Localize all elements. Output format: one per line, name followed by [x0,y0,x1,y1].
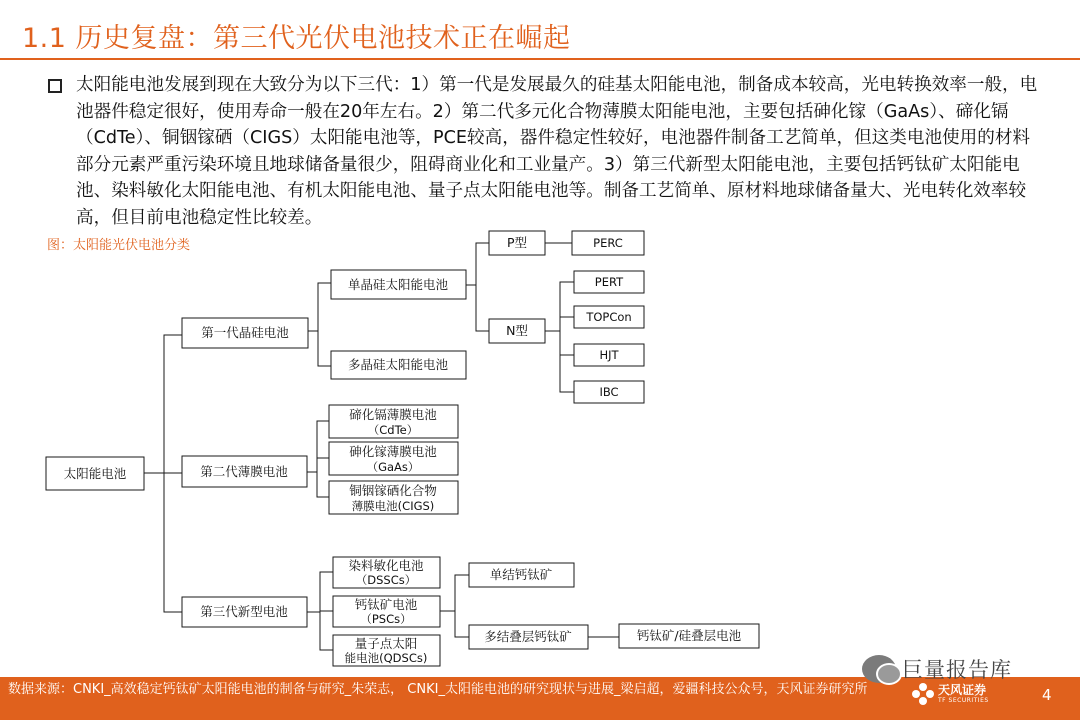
svg-text:第二代薄膜电池: 第二代薄膜电池 [200,464,288,479]
svg-text:能电池(QDSCs): 能电池(QDSCs) [344,651,428,665]
node-poly-si [331,351,466,379]
svg-text:单晶硅太阳能电池: 单晶硅太阳能电池 [347,277,449,292]
wechat-icon [862,655,896,683]
svg-text:钙钛矿/硅叠层电池: 钙钛矿/硅叠层电池 [636,628,742,643]
svg-text:碲化镉薄膜电池: 碲化镉薄膜电池 [349,407,437,422]
footer-source: 数据来源：CNKI_高效稳定钙钛矿太阳能电池的制备与研究_朱荣志， CNKI_太阳能电池的研究现状与进展_梁启超，爱疆科技公众号，天风证券研究所 [8,682,868,697]
svg-text:单结钙钛矿: 单结钙钛矿 [489,567,553,582]
svg-text:量子点太阳: 量子点太阳 [354,636,418,651]
body-paragraph: 太阳能电池发展到现在大致分为以下三代：1）第一代是发展最久的硅基太阳能电池，制备成本较高，光电转换效率一般，电池器件稳定很好，使用寿命一般在20年左右。2）第二代多元化合物薄膜太阳能电池，主要包括砷化镓（GaAs）、碲化镉（CdTe）、铜铟镓硒（CIGS）太阳能电池等，PCE较高，器件稳定性较好，电池器件制备工艺简单，但这类电池使用的材料部分元素严重污染环境且地球储备量很少，阻碍商业化和工业量产。3）第三代新型太阳能电池，主要包括钙钛矿太阳能电池、染料敏化太阳能电池、有机太阳能电池、量子点太阳能电池等。制备工艺简单、原材料地球储备量大、光电转化效率较高，但目前电池稳定性比较差。 [76,75,1038,228]
svg-text:（GaAs）: （GaAs） [366,460,420,474]
logo-subtitle: TF SECURITIES [938,696,989,704]
node-tandem [619,624,759,648]
node-mono-si [331,270,466,299]
svg-text:砷化镓薄膜电池: 砷化镓薄膜电池 [349,444,437,459]
node-psc [333,596,440,627]
svg-text:PERT: PERT [594,275,624,289]
flower-logo-icon [912,683,934,705]
brand-logo [912,683,989,705]
svg-text:钙钛矿电池: 钙钛矿电池 [354,597,418,612]
svg-text:铜铟镓硒化合物: 铜铟镓硒化合物 [349,483,437,498]
node-single-junction [469,563,574,587]
node-pert [574,271,644,293]
page-number: 4 [1042,686,1052,704]
node-topcon [574,306,644,328]
node-gen1 [182,318,308,348]
svg-text:PERC: PERC [593,236,623,250]
node-qdsc [333,635,440,666]
figure-caption: 图：太阳能光伏电池分类 [47,238,191,253]
node-p-type [489,231,545,255]
svg-text:太阳能电池: 太阳能电池 [63,466,127,481]
svg-text:IBC: IBC [599,385,619,399]
svg-text:第三代新型电池: 第三代新型电池 [200,604,288,619]
node-gen3 [182,597,307,627]
svg-text:（DSSCs）: （DSSCs） [355,573,417,587]
node-n-type [489,319,545,343]
slide-title: 1.1 历史复盘：第三代光伏电池技术正在崛起 [22,23,571,54]
svg-text:（CdTe）: （CdTe） [367,423,419,437]
node-gen2 [182,456,307,487]
node-cdte [329,405,458,438]
node-ibc [574,381,644,403]
watermark-text: 巨量报告库 [902,658,1012,682]
node-perc [572,231,644,255]
svg-text:多晶硅太阳能电池: 多晶硅太阳能电池 [347,357,449,372]
node-dssc [333,557,440,588]
node-gaas [329,442,458,475]
node-hjt [574,344,644,366]
svg-text:薄膜电池(CIGS): 薄膜电池(CIGS) [351,499,435,513]
svg-text:HJT: HJT [599,348,619,362]
watermark [862,654,1012,684]
svg-text:多结叠层钙钛矿: 多结叠层钙钛矿 [484,629,572,644]
svg-text:（PSCs）: （PSCs） [360,612,412,626]
svg-text:N型: N型 [506,323,528,338]
node-cigs [329,481,458,514]
svg-text:染料敏化电池: 染料敏化电池 [348,558,424,573]
svg-text:第一代晶硅电池: 第一代晶硅电池 [201,325,289,340]
node-multi-junction [469,625,588,649]
node-root [46,457,144,490]
logo-name: 天风证券 [938,682,987,697]
svg-text:TOPCon: TOPCon [586,310,632,324]
svg-text:P型: P型 [506,235,528,250]
